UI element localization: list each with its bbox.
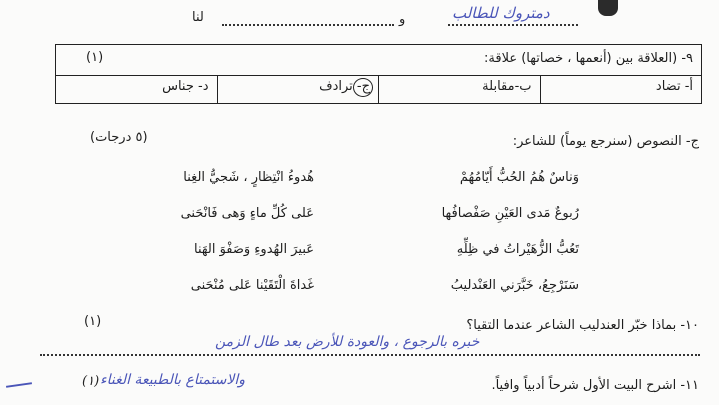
poem-line-3-left: عَبيرَ الهُدوءِ وَصَفْوَ الهَنا — [193, 242, 314, 257]
poem-line-1-left: هُدوءُ انْتِظارٍ ، شَجيُّ الغِنا — [183, 170, 314, 185]
header-handwritten-name: دمتروك للطالب — [452, 4, 550, 22]
header-wa: و — [399, 12, 406, 27]
header-dotted-line-2 — [448, 24, 578, 26]
selected-circle-icon — [353, 78, 373, 97]
question11-marks: (١) — [82, 374, 100, 389]
option-d[interactable] — [56, 76, 217, 103]
poem-line-1-right: وَناسٌ هُمُ الحُبُّ أَيّامُهُمْ — [459, 170, 579, 185]
poem-line-2-right: رُبوعٌ مَدى العَيْنِ صَفْصافُها — [441, 206, 579, 221]
header-blob — [598, 0, 618, 16]
section-c-marks: (٥ درجات) — [90, 130, 148, 145]
question9-options — [56, 75, 701, 103]
question11-answer: والاستمتاع بالطبيعة الغناء — [100, 372, 246, 388]
section-c-title: ج- النصوص (سنرجع يوماً) للشاعر: — [512, 134, 699, 149]
header-prefix: لنا — [192, 10, 204, 25]
question10-dotted-line — [40, 354, 700, 356]
poem-line-4-left: غَداةَ الْتَقَيْنا عَلى مُنْحَنى — [190, 278, 314, 293]
question10-text: ١٠- بماذا خبّر العندليب الشاعر عندما التقيا؟ — [466, 318, 699, 333]
question9-box — [55, 44, 702, 104]
poem-line-3-right: تَعُبُّ الزُّهَيْراتُ في ظِلِّهِ — [456, 242, 579, 257]
scribble-mark — [6, 382, 32, 388]
question9-text: ٩- (العلاقة بين (أنعمها ، خصاتها) علاقة: — [484, 51, 693, 66]
option-a-label: أ- تضاد — [655, 79, 693, 94]
poem-line-4-right: سَنَرْجِعُ، خَبَّرَني العَنْدليبُ — [450, 278, 579, 293]
option-c[interactable] — [217, 76, 379, 103]
option-b-label: ب-مقابلة — [482, 79, 532, 94]
question11-text: ١١- اشرح البيت الأول شرحاً أدبياً وافياً. — [491, 378, 699, 393]
question10-marks: (١) — [84, 314, 102, 329]
header-dotted-line — [222, 24, 394, 26]
option-d-label: د- جناس — [162, 79, 209, 94]
option-b[interactable] — [378, 76, 540, 103]
option-c-label: ج- ترادف — [319, 79, 370, 94]
poem-line-2-left: عَلى كُلِّ ماءٍ وَهى فَانْحَنى — [180, 206, 314, 221]
question10-answer: خبره بالرجوع ، والعودة للأرض بعد طال الزمن — [215, 334, 480, 350]
question9-marks: (١) — [86, 50, 104, 65]
option-a[interactable] — [540, 76, 702, 103]
